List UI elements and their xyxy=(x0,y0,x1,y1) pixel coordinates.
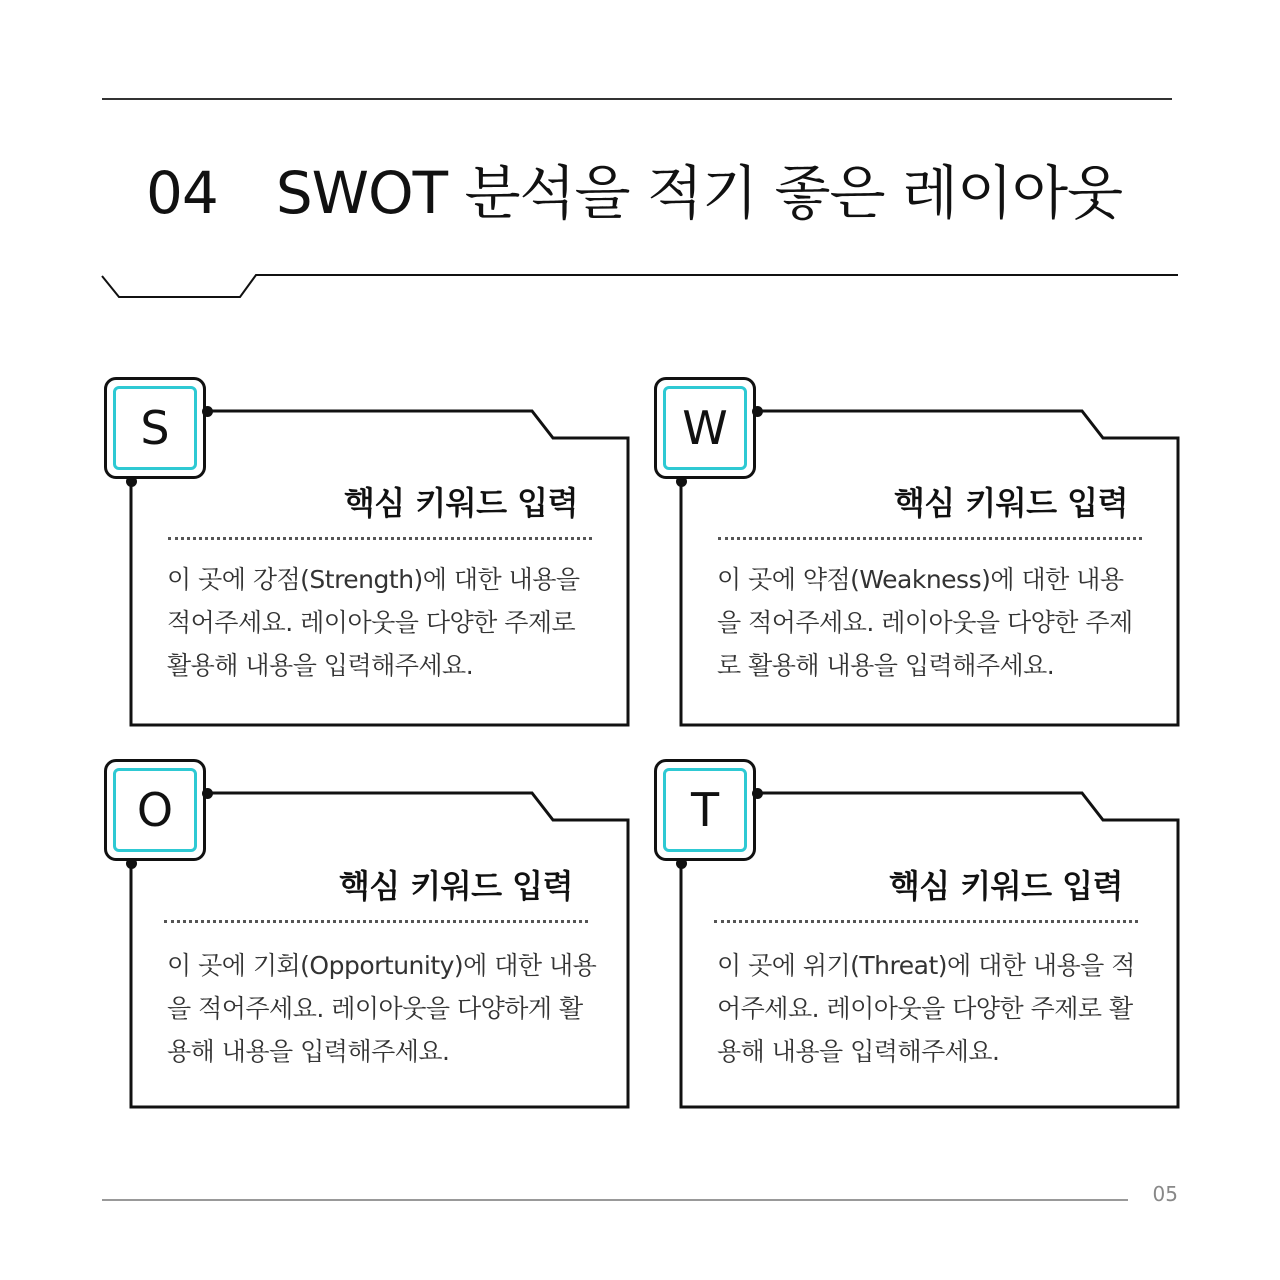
card-w-connector-dot-top xyxy=(752,406,763,417)
card-t-connector-dot-top xyxy=(752,788,763,799)
card-t-divider xyxy=(714,920,1138,923)
card-t-description: 이 곳에 위기(Threat)에 대한 내용을 적어주세요. 레이아웃을 다양한 주제로 활용해 내용을 입력해주세요. xyxy=(717,951,1135,1066)
card-w-letter: W xyxy=(663,386,747,470)
card-s-letter: S xyxy=(113,386,197,470)
card-s-divider xyxy=(168,537,592,540)
card-w-letter-box xyxy=(654,377,756,479)
card-s-connector-dot-left xyxy=(126,476,137,487)
card-s-description: 이 곳에 강점(Strength)에 대한 내용을 적어주세요. 레이아웃을 다양한 주제로 활용해 내용을 입력해주세요. xyxy=(167,565,580,680)
card-o-keyword: 핵심 키워드 입력 xyxy=(338,867,573,905)
card-o-connector-dot-left xyxy=(126,858,137,869)
section-number: 04 xyxy=(146,159,218,227)
card-o-connector-dot-top xyxy=(202,788,213,799)
card-o-divider xyxy=(164,920,588,923)
card-t-connector-dot-left xyxy=(676,858,687,869)
section-title: SWOT 분석을 적기 좋은 레이아웃 xyxy=(275,159,1123,227)
card-w-divider xyxy=(718,537,1142,540)
card-t-letter: T xyxy=(663,768,747,852)
card-w-keyword: 핵심 키워드 입력 xyxy=(893,484,1128,522)
card-s-connector-dot-top xyxy=(202,406,213,417)
card-t-keyword: 핵심 키워드 입력 xyxy=(888,867,1123,905)
card-w-description: 이 곳에 약점(Weakness)에 대한 내용을 적어주세요. 레이아웃을 다양한 주제로 활용해 내용을 입력해주세요. xyxy=(717,565,1133,680)
page-title xyxy=(146,158,1122,228)
card-o-description: 이 곳에 기회(Opportunity)에 대한 내용을 적어주세요. 레이아웃을 다양하게 활용해 내용을 입력해주세요. xyxy=(167,951,597,1066)
card-o-letter-box xyxy=(104,759,206,861)
card-o-letter: O xyxy=(113,768,197,852)
title-underline xyxy=(102,275,1178,297)
card-t-letter-box xyxy=(654,759,756,861)
page-number: 05 xyxy=(1152,1182,1178,1206)
card-w-connector-dot-left xyxy=(676,476,687,487)
card-s-letter-box xyxy=(104,377,206,479)
card-s-keyword: 핵심 키워드 입력 xyxy=(343,484,578,522)
